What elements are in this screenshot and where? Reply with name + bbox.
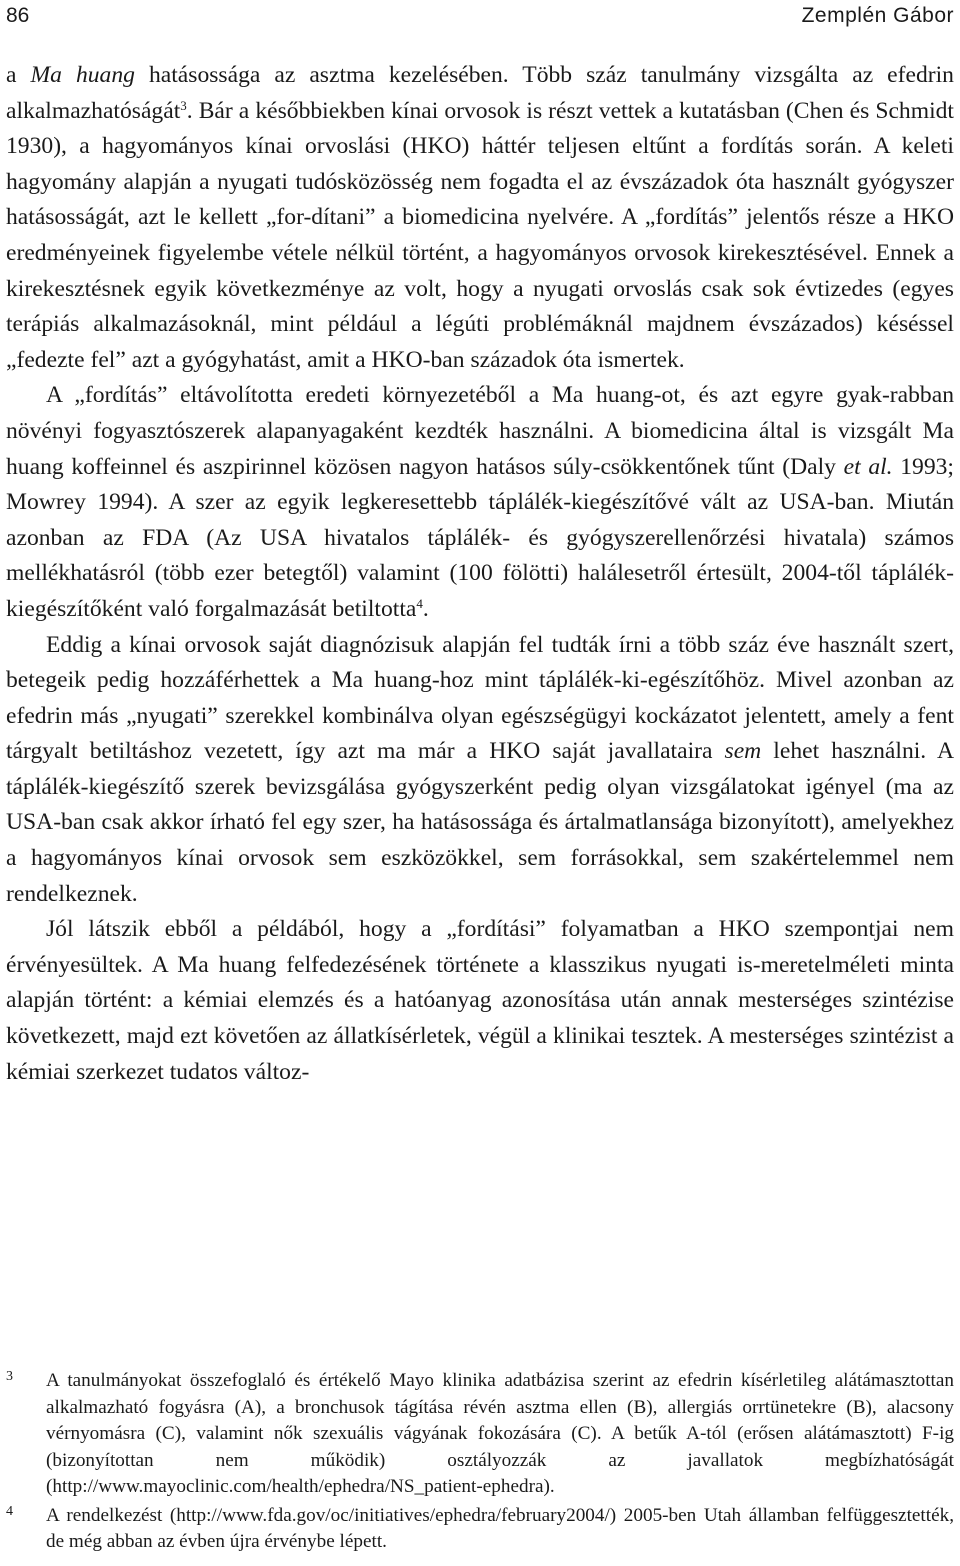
page-number: 86 — [6, 4, 30, 27]
text-run: A „fordítás” eltávolította eredeti környezetéből a Ma huang-ot, és azt egyre gyak-rabban növényi fogyasztószerek alapanyagaként kezdték használni. A biomedicina által is vizsgált Ma huang koffeinnel és aszpirinnel közösen nagyon hatásos súly-csökkentőnek tűnt (Daly — [6, 382, 954, 480]
text-run: lehet használni. A táplálék-kiegészítő szerek bevizsgálása gyógyszerként pedig olyan vizsgálatokat igényel (ma az USA-ban csak akkor írható fel egy szer, ha hatásossága és ártalmatlansága bizonyított), amelyekhez a hagyományos kínai orvosok sem eszközökkel, sem forrásokkal, sem szakértelemmel nem rendelkeznek. — [6, 738, 955, 907]
text-run: . — [422, 595, 429, 622]
footnote-ref[interactable]: 4 — [416, 595, 423, 611]
running-header-author: Zemplén Gábor — [801, 4, 954, 27]
footnote-number: 3 — [6, 1369, 13, 1384]
footnote-number: 4 — [6, 1503, 13, 1519]
footnote-ref[interactable]: 3 — [180, 97, 187, 113]
footnote — [6, 1368, 954, 1501]
text-run: a — [6, 62, 31, 88]
footnotes — [6, 1368, 954, 1556]
italic-term: Ma huang — [30, 62, 135, 88]
paragraph — [6, 912, 954, 1090]
text-run: Jól látszik ebből a példából, hogy a „fordítási” folyamatban a HKO szempontjai nem érvényesültek. A Ma huang felfedezésének története a klasszikus nyugati is-meretelméleti minta alapján történt: a kémiai elemzés és a hatóanyag azonosítása után annak mesterséges szintézise következett, majd ezt követően az állatkísérletek, végül a klinikai tesztek. A mesterséges szintézist a kémiai szerkezet tudatos változ- — [6, 916, 954, 1085]
running-header — [6, 4, 954, 34]
paragraph — [6, 58, 954, 378]
paragraph — [6, 378, 954, 627]
footnote-text: A tanulmányokat összefoglaló és értékelő Mayo klinika adatbázisa szerint az efedrin kísérletileg alátámasztottan alkalmazható fogyásra (A), a bronchusok tágítása révén asztma ellen (B), allergiás orrtünetekre (B), alacsony vérnyomásra (C), valamint nők szexuális vágyának fokozására (C). A betűk A-tól (erősen alátámasztott) F-ig (bizonyítottan nem működik) osztályozzák az javallatok megbízhatóságát (http://www.mayoclinic.com/health/ephedra/NS_patient-ephedra). — [46, 1370, 954, 1497]
footnote-text: A rendelkezést (http://www.fda.gov/oc/initiatives/ephedra/february2004/) 2005-ben Utah államban felfüggesztették, de még abban az évben újra érvénybe lépett. — [46, 1504, 954, 1552]
text-run: hatásossága az asztma kezelésében. Több száz tanulmány vizsgálta az efedrin alkalmazhatóságát — [6, 62, 954, 124]
text-run: 1993; Mowrey 1994). A szer az egyik legkeresettebb táplálék-kiegészítővé vált az USA-ban. Miután azonban az FDA (Az USA hivatalos táplálék- és gyógyszerellenőrzési hivatala) számos mellékhatásról (több ezer betegtől) valamint (100 fölötti) halálesetről értesült, 2004-től táplálék-kiegészítőként való forgalmazását betiltotta — [6, 453, 954, 622]
footnote — [6, 1503, 954, 1556]
italic-term: et al. — [843, 453, 893, 480]
paragraph — [6, 628, 954, 913]
text-run: Eddig a kínai orvosok saját diagnózisuk alapján fel tudták írni a több száz éve használt szert, betegeik pedig hozzáférhettek a Ma huang-hoz mint táplálék-ki-egészítőhöz. Mivel azonban az efedrin más „nyugati” szerekkel kombinálva olyan egészségügyi kockázatot jelentett, amely a fent tárgyalt betiltáshoz vezetett, így azt ma már a HKO saját javallataira — [6, 631, 954, 765]
main-text — [6, 58, 954, 1090]
italic-term: sem — [724, 738, 762, 765]
text-run: . Bár a későbbiekben kínai orvosok is részt vettek a kutatásban (Chen és Schmidt 1930), a hagyományos kínai orvoslási (HKO) háttér teljesen eltűnt a fordítás során. A keleti hagyomány alapján a nyugati tudósközösség nem fogadta el az évszázadok óta használt gyógyszer hatásosságát, azt le kellett „for-dítani” a biomedicina nyelvére. A „fordítás” jelentős része a HKO eredményeinek figyelembe vétele nélkül történt, a hagyományos orvosok kirekesztésével. Ennek a kirekesztésnek egyik következménye az volt, hogy a nyugati orvoslás csak sok évtizedes (egyes terápiás alkalmazásoknál, mint például a légúti problémáknál majdnem évszázados) késéssel „fedezte fel” azt a gyógyhatást, amit a HKO-ban századok óta ismertek. — [6, 97, 954, 373]
